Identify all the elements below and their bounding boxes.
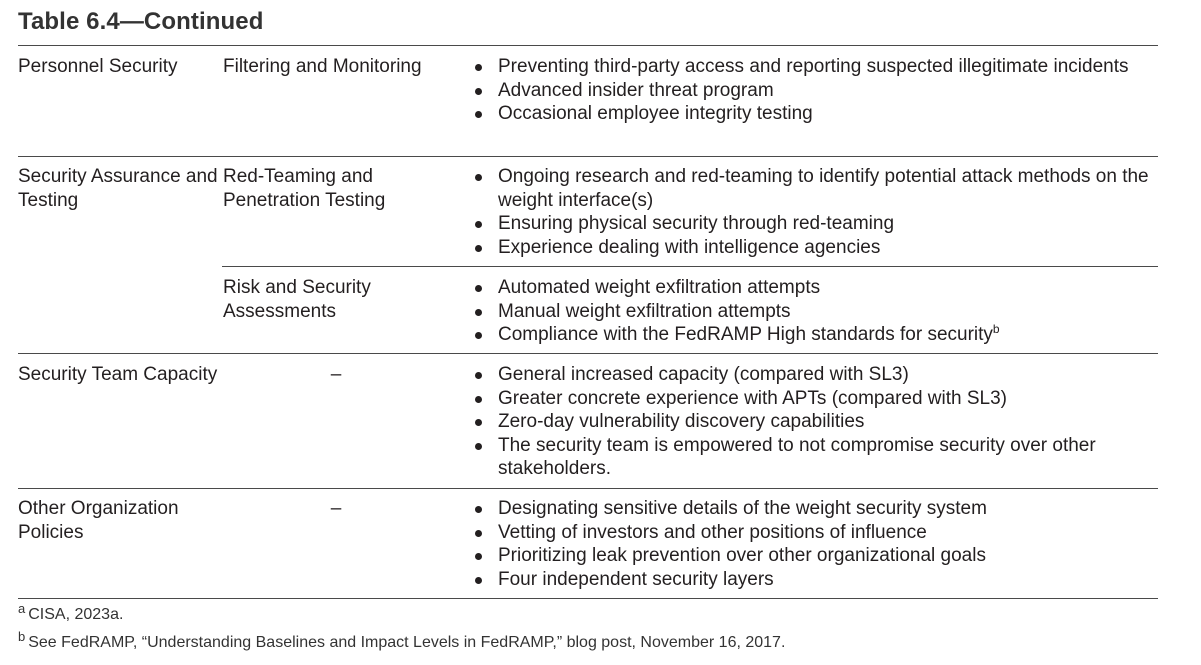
list-item-text: Compliance with the FedRAMP High standards for security (498, 324, 993, 346)
list-item: General increased capacity (compared with SL3) (472, 363, 1162, 387)
footnote-a (18, 601, 124, 624)
list-item: Designating sensitive details of the weight security system (472, 497, 1162, 521)
footnote-mark: a (18, 601, 26, 616)
footnote-text: CISA, 2023a. (28, 606, 124, 623)
list-item: Zero-day vulnerability discovery capabilities (472, 410, 1162, 434)
bullet-list-filtering-monitoring (472, 55, 1162, 126)
list-item: Experience dealing with intelligence agencies (472, 236, 1162, 260)
table-title: Table 6.4—Continued (18, 8, 264, 35)
subsection-divider (222, 266, 1158, 267)
subsection-red-teaming: Red-Teaming and Penetration Testing (223, 166, 386, 211)
list-item: Greater concrete experience with APTs (compared with SL3) (472, 387, 1162, 411)
category-security-team-capacity: Security Team Capacity (18, 364, 218, 385)
table-top-rule (18, 45, 1158, 46)
row-divider (18, 353, 1158, 354)
list-item: Automated weight exfiltration attempts (472, 276, 1162, 300)
list-item: Ongoing research and red-teaming to identify potential attack methods on the weight interface(s) (472, 165, 1162, 212)
row-divider (18, 156, 1158, 157)
subsection-risk-assessments: Risk and Security Assessments (223, 277, 371, 322)
list-item: The security team is empowered to not compromise security over other stakeholders. (472, 434, 1162, 481)
bullet-list-red-teaming (472, 165, 1162, 259)
list-item: Advanced insider threat program (472, 79, 1162, 103)
list-item: Preventing third-party access and reporting suspected illegitimate incidents (472, 55, 1162, 79)
list-item: Manual weight exfiltration attempts (472, 300, 1162, 324)
list-item: Ensuring physical security through red-teaming (472, 212, 1162, 236)
footnote-ref-b: b (992, 322, 1000, 337)
footnote-mark: b (18, 629, 26, 644)
table-bottom-rule (18, 598, 1158, 599)
bullet-list-risk-assessments (472, 276, 1162, 347)
subsection-dash: – (330, 364, 342, 385)
list-item: Vetting of investors and other positions of influence (472, 521, 1162, 545)
list-item (472, 323, 1162, 347)
list-item: Occasional employee integrity testing (472, 102, 1162, 126)
bullet-list-team-capacity (472, 363, 1162, 481)
category-security-assurance: Security Assurance and Testing (18, 166, 218, 211)
list-item: Four independent security layers (472, 568, 1162, 592)
subsection-filtering-monitoring: Filtering and Monitoring (223, 56, 422, 77)
list-item: Prioritizing leak prevention over other organizational goals (472, 544, 1162, 568)
footnote-b (18, 629, 786, 652)
category-other-policies: Other Organization Policies (18, 498, 179, 543)
bullet-list-other-policies (472, 497, 1162, 591)
category-personnel-security: Personnel Security (18, 56, 178, 77)
footnote-text: See FedRAMP, “Understanding Baselines and Impact Levels in FedRAMP,” blog post, November 16, 2017. (28, 634, 786, 651)
subsection-dash: – (330, 498, 342, 519)
row-divider (18, 488, 1158, 489)
